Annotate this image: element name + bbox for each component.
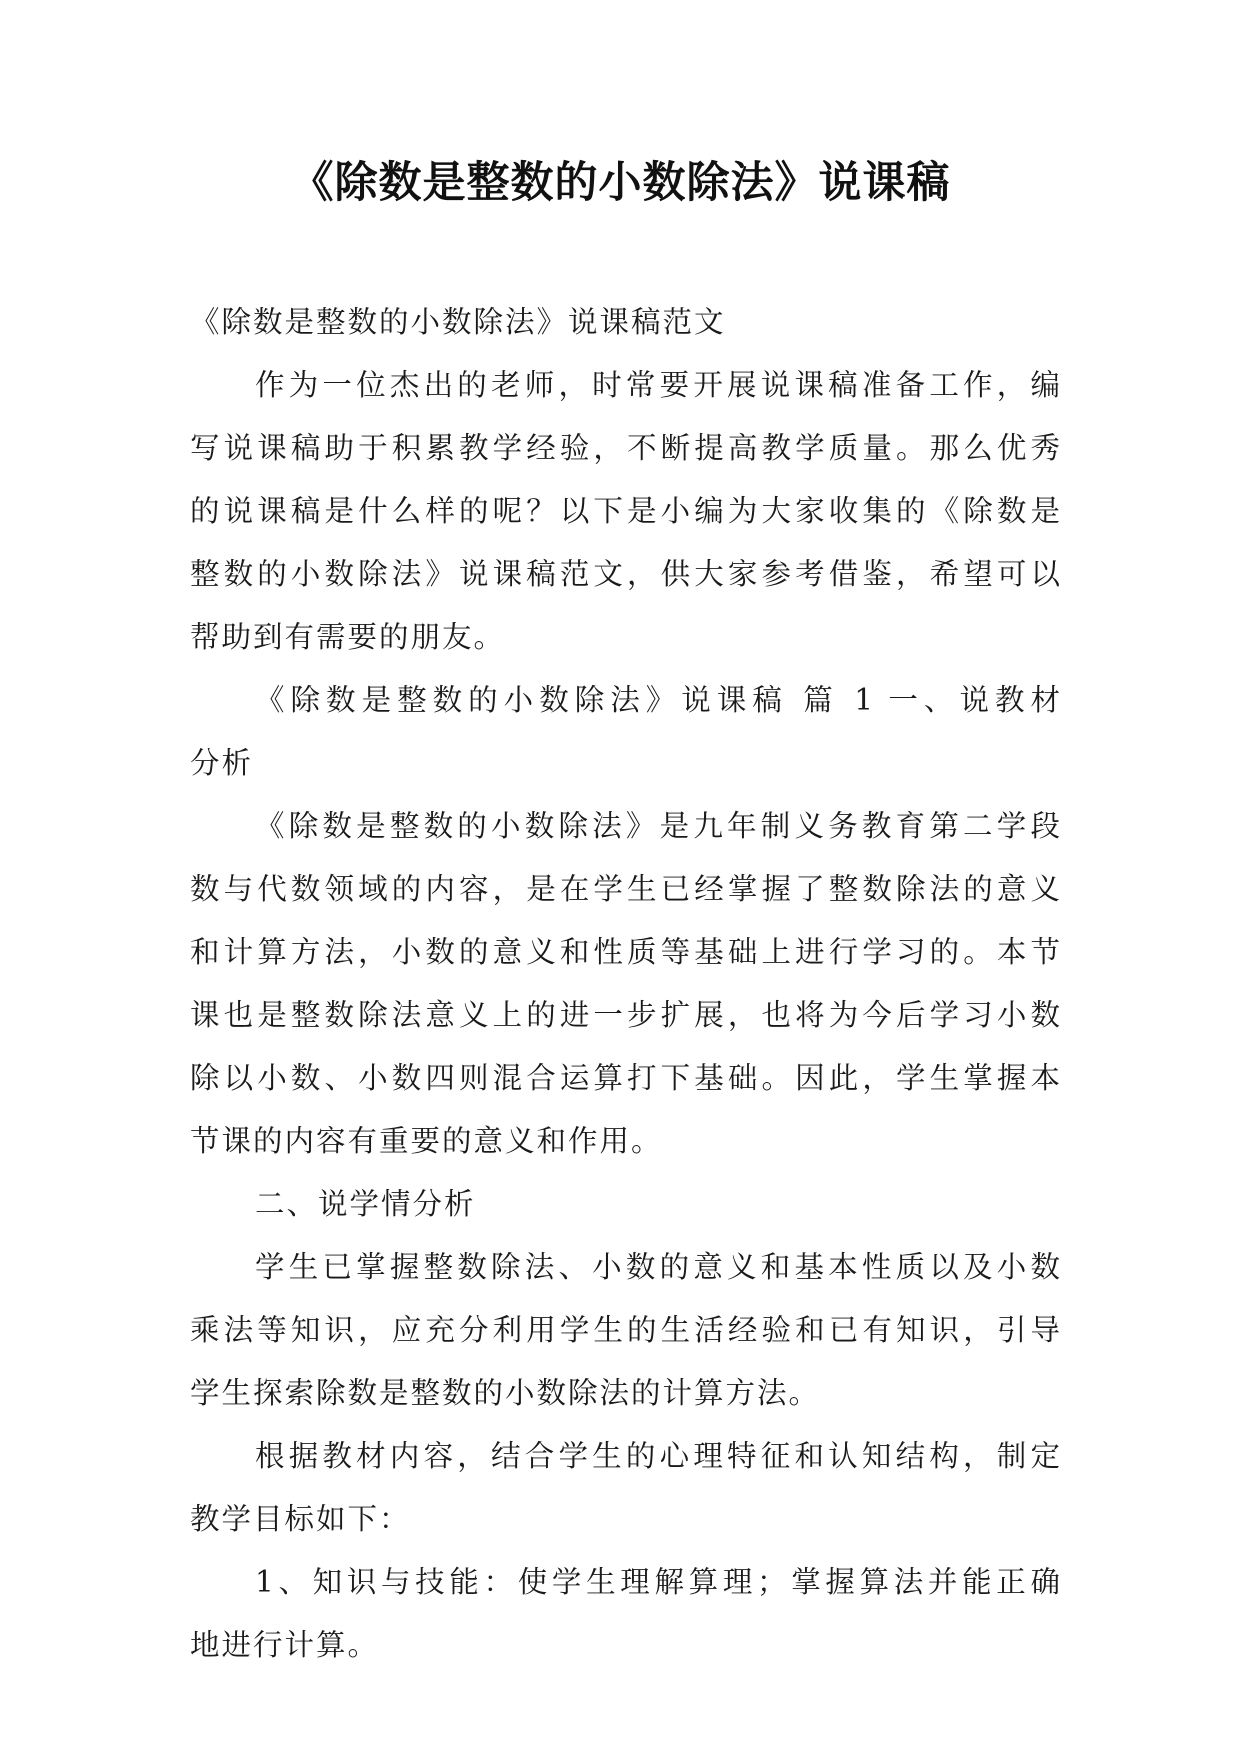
text-line: 写说课稿助于积累教学经验，不断提高教学质量。那么优秀	[190, 431, 1060, 465]
text-line: 除以小数、小数四则混合运算打下基础。因此，学生掌握本	[190, 1061, 1060, 1095]
text-line: 学生探索除数是整数的小数除法的计算方法。	[190, 1376, 821, 1410]
text-line: 乘法等知识，应充分利用学生的生活经验和已有知识，引导	[190, 1313, 1060, 1347]
text-line: 根据教材内容，结合学生的心理特征和认知结构，制定	[255, 1439, 1060, 1473]
document-body	[190, 291, 1060, 1677]
text-line: 学生已掌握整数除法、小数的意义和基本性质以及小数	[255, 1250, 1060, 1284]
text-line: 整数的小数除法》说课稿范文，供大家参考借鉴，希望可以	[190, 557, 1060, 591]
text-line: 作为一位杰出的老师，时常要开展说课稿准备工作，编	[255, 368, 1060, 402]
text-line: 数与代数领域的内容，是在学生已经掌握了整数除法的意义	[190, 872, 1060, 906]
text-line: 1、知识与技能：使学生理解算理；掌握算法并能正确	[255, 1565, 1060, 1599]
text-line: 课也是整数除法意义上的进一步扩展，也将为今后学习小数	[190, 998, 1060, 1032]
text-line: 节课的内容有重要的意义和作用。	[190, 1124, 663, 1158]
document-title: 《除数是整数的小数除法》说课稿	[290, 158, 951, 208]
text-line: 《除数是整数的小数除法》说课稿 篇 1 一、说教材	[255, 683, 1060, 717]
text-line: 二、说学情分析	[255, 1187, 476, 1221]
text-line: 的说课稿是什么样的呢？以下是小编为大家收集的《除数是	[190, 494, 1060, 528]
text-line: 分析	[190, 746, 254, 780]
text-line: 《除数是整数的小数除法》是九年制义务教育第二学段	[255, 809, 1060, 843]
text-line: 帮助到有需要的朋友。	[190, 620, 506, 654]
text-line: 《除数是整数的小数除法》说课稿范文	[190, 305, 726, 339]
text-line: 和计算方法，小数的意义和性质等基础上进行学习的。本节	[190, 935, 1060, 969]
text-line: 地进行计算。	[190, 1628, 380, 1662]
text-line: 教学目标如下：	[190, 1502, 411, 1536]
